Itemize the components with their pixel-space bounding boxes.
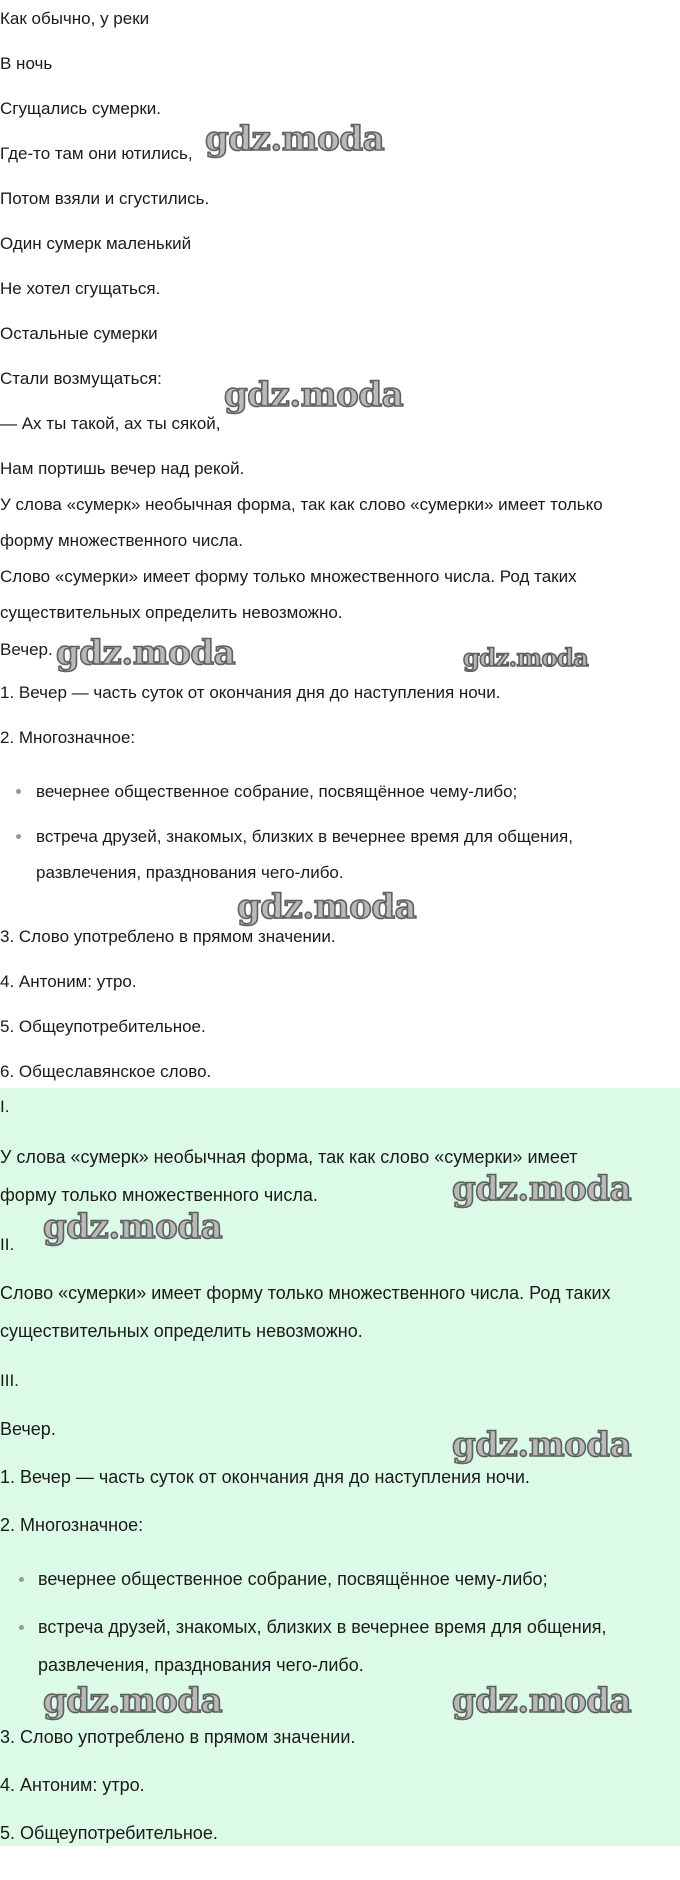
list-item: 5. Общеупотребительное. <box>0 1017 206 1036</box>
watermark: gdz.moda <box>43 1207 223 1247</box>
section-label: II. <box>0 1235 15 1254</box>
bullet-item: вечернее общественное собрание, посвящённое чему-либо; <box>36 782 518 801</box>
paragraph-line: существительных определить невозможно. <box>0 1321 363 1341</box>
list-item: 1. Вечер — часть суток от окончания дня до наступления ночи. <box>0 683 501 702</box>
paragraph-line: форму только множественного числа. <box>0 1185 318 1205</box>
poem-line: Остальные сумерки <box>0 324 158 343</box>
bullet-item: развлечения, празднования чего-либо. <box>38 1655 364 1675</box>
watermark: gdz.moda <box>56 633 236 673</box>
poem-line: Один сумерк маленький <box>0 234 192 253</box>
poem-line: Не хотел сгущаться. <box>0 279 161 298</box>
watermark: gdz.moda <box>463 643 589 672</box>
paragraph-line: У слова «сумерк» необычная форма, так как слово «сумерки» имеет <box>0 1147 578 1167</box>
watermark: gdz.moda <box>452 1681 632 1721</box>
list-item: 3. Слово употреблено в прямом значении. <box>0 927 336 946</box>
bullet-item: развлечения, празднования чего-либо. <box>36 863 344 882</box>
watermark: gdz.moda <box>237 887 417 927</box>
bullet-dot <box>19 1625 24 1630</box>
watermark: gdz.moda <box>452 1425 632 1465</box>
bullet-dot <box>19 1577 24 1582</box>
word-heading: Вечер. <box>0 640 53 659</box>
page-bottom <box>0 1846 680 1880</box>
poem-line: Потом взяли и сгустились. <box>0 189 210 208</box>
poem-line: — Ах ты такой, ах ты сякой, <box>0 414 221 433</box>
paragraph-line: Слово «сумерки» имеет форму только множественного числа. Род таких <box>0 567 577 586</box>
poem-line: В ночь <box>0 54 53 73</box>
bullet-item: встреча друзей, знакомых, близких в вечернее время для общения, <box>36 827 573 846</box>
watermark: gdz.moda <box>205 119 385 159</box>
section-label: III. <box>0 1371 19 1390</box>
paragraph-line: У слова «сумерк» необычная форма, так как слово «сумерки» имеет только <box>0 495 603 514</box>
list-item: 4. Антоним: утро. <box>0 972 137 991</box>
list-item: 5. Общеупотребительное. <box>0 1823 218 1843</box>
list-item: 2. Многозначное: <box>0 1515 144 1535</box>
list-item: 3. Слово употреблено в прямом значении. <box>0 1727 356 1747</box>
bullet-dot <box>16 834 21 839</box>
word-heading: Вечер. <box>0 1419 56 1439</box>
paragraph-line: форму множественного числа. <box>0 531 243 550</box>
bullet-item: вечернее общественное собрание, посвящённое чему-либо; <box>38 1569 548 1589</box>
list-item: 1. Вечер — часть суток от окончания дня до наступления ночи. <box>0 1467 530 1487</box>
watermark: gdz.moda <box>224 375 404 415</box>
poem-line: Сгущались сумерки. <box>0 99 161 118</box>
poem-line: Стали возмущаться: <box>0 369 162 388</box>
bullet-dot <box>16 789 21 794</box>
paragraph-line: существительных определить невозможно. <box>0 603 343 622</box>
list-item: 6. Общеславянское слово. <box>0 1062 212 1081</box>
bullet-item: встреча друзей, знакомых, близких в вечернее время для общения, <box>38 1617 607 1637</box>
list-item: 2. Многозначное: <box>0 728 136 747</box>
poem-line: Нам портишь вечер над рекой. <box>0 459 245 478</box>
paragraph-line: Слово «сумерки» имеет форму только множественного числа. Род таких <box>0 1283 611 1303</box>
poem-line: Как обычно, у реки <box>0 9 150 28</box>
watermark: gdz.moda <box>452 1169 632 1209</box>
watermark: gdz.moda <box>43 1681 223 1721</box>
poem-line: Где-то там они ютились, <box>0 144 193 163</box>
list-item: 4. Антоним: утро. <box>0 1775 145 1795</box>
section-label: I. <box>0 1097 10 1116</box>
